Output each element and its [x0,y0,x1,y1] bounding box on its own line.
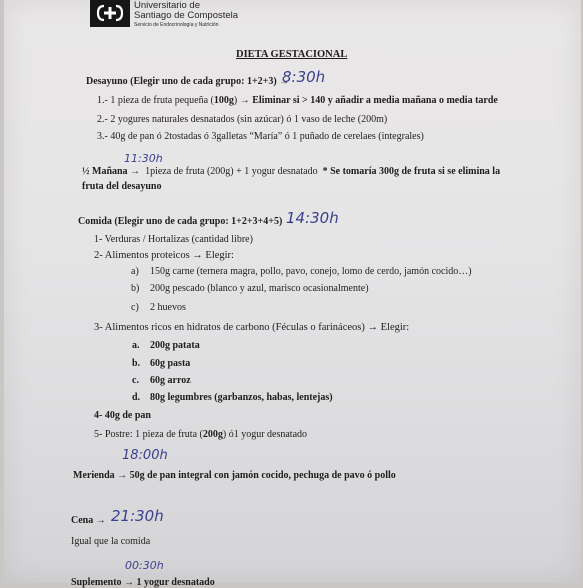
institution-name-line2: Santiago de Compostela [134,10,239,21]
merienda-line: Merienda → 50g de pan integral con jamón cocido, pechuga de pavo ó pollo [73,470,396,481]
comida-group-2b-label: b) [131,283,140,294]
comida-group-3d: 80g legumbres (garbanzos, habas, lentejas) [150,392,333,403]
hospital-logo-icon [95,3,125,23]
comida-group-2a: 150g carne (ternera magra, pollo, pavo, conejo, lomo de cerdo, jamón cocido…) [150,266,472,277]
desayuno-heading: Desayuno (Elegir uno de cada grupo: 1+2+3) → [86,76,290,87]
comida-group-3b: 60g pasta [150,358,191,369]
comida-group-2b: 200g pescado (blanco y azul, marisco ocasionalmente) [150,283,369,294]
comida-group-5: 5- Postre: 1 pieza de fruta (200g) ó1 yogur desnatado [94,429,308,440]
cena-time-handwritten: 21:30h [111,507,164,525]
desayuno-item-1: 1.- 1 pieza de fruta pequeña (100g) → Eliminar si > 140 y añadir a media mañana o media tarde [97,95,498,106]
desayuno-time-handwritten: 8:30h [282,68,326,86]
desayuno-item-2: 2.- 2 yogures naturales desnatados (sin azúcar) ó 1 vaso de leche (200m) [97,114,388,125]
comida-group-3d-label: d. [132,392,141,403]
cena-label: Cena → [71,515,106,526]
media-manana-note-cont: fruta del desayuno [82,181,162,192]
institution-service: Servicio de Endocrinología y Nutrición [134,22,219,28]
suplemento-line: Suplemento → 1 yogur desnatado [71,577,215,588]
comida-group-2: 2- Alimentos proteicos → Elegir: [94,250,234,261]
comida-group-3c-label: c. [132,375,139,386]
comida-group-3: 3- Alimentos ricos en hidratos de carbono (Féculas o farináceos) → Elegir: [94,322,410,333]
comida-time-handwritten: 14:30h [286,209,339,227]
merienda-time-handwritten: 18:00h [122,448,168,463]
comida-group-4: 4- 40g de pan [94,410,151,421]
desayuno-item-3: 3.- 40g de pan ó 2tostadas ó 3galletas “María” ó 1 puñado de cerelaes (integrales) [97,131,424,142]
comida-group-3b-label: b. [132,358,141,369]
media-manana-line: ½ Mañana → 1pieza de fruta (200g) + 1 yogur desnatado * Se tomaría 300g de fruta si se elimina la [82,166,501,177]
document-title: DIETA GESTACIONAL [236,49,348,60]
comida-group-2c: 2 huevos [150,302,186,313]
media-manana-time-handwritten: 11:30h [124,152,163,165]
comida-group-2c-label: c) [131,302,139,313]
cena-text: Igual que la comida [71,536,151,547]
comida-group-3a-label: a. [132,340,140,351]
institution-name-line1: Universitario de [134,0,200,11]
comida-group-3c: 60g arroz [150,375,191,386]
hospital-logo [90,0,130,27]
document-page [4,0,581,588]
comida-group-2a-label: a) [131,266,139,277]
suplemento-time-handwritten: 00:30h [125,559,164,572]
comida-group-1: 1- Verduras / Hortalizas (cantidad libre) [94,234,253,245]
comida-heading: Comida (Elegir uno de cada grupo: 1+2+3+4+5) → [78,216,295,227]
comida-group-3a: 200g patata [150,340,200,351]
